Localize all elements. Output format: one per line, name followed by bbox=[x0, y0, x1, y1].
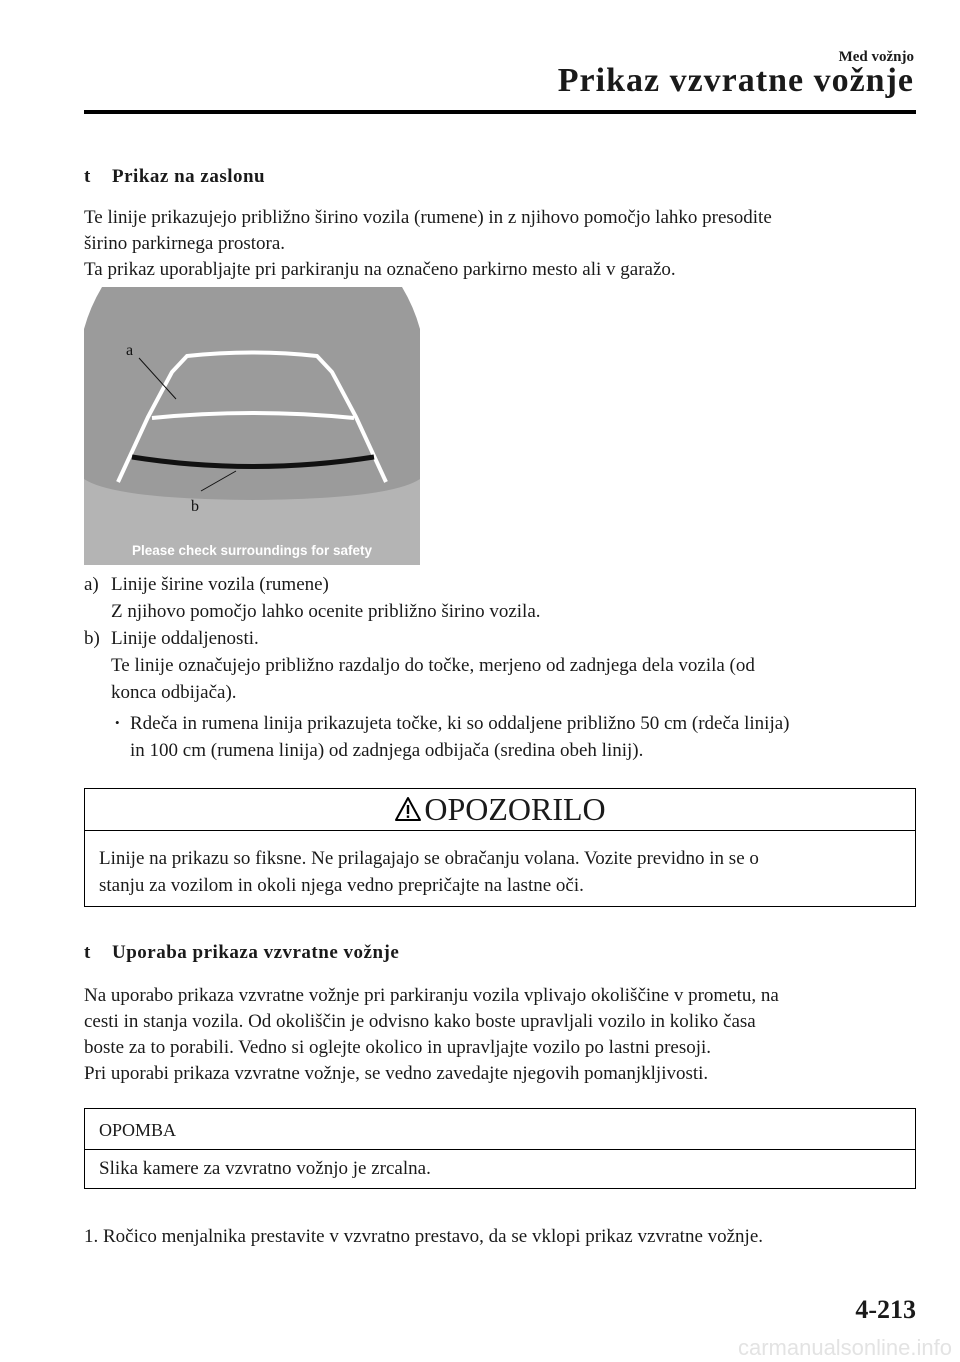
bullet-dot: • bbox=[115, 715, 120, 730]
usage-paragraph bbox=[84, 983, 916, 1087]
figure-legend bbox=[84, 571, 916, 764]
legend-bullet-item bbox=[84, 710, 916, 764]
legend-label-b: b) bbox=[84, 628, 100, 649]
warning-triangle-icon bbox=[394, 796, 422, 822]
section-heading-usage bbox=[84, 942, 399, 964]
figure-label-b: b bbox=[191, 498, 199, 515]
heading-bullet: t bbox=[84, 942, 91, 963]
section-heading-display bbox=[84, 166, 265, 188]
intro-line-3: Ta prikaz uporabljajte pri parkiranju na označeno parkirno mesto ali v garažo. bbox=[84, 259, 676, 280]
legend-desc-b-1: Te linije označujejo približno razdaljo do točke, merjeno od zadnjega dela vozila (od bbox=[111, 655, 755, 676]
note-title: OPOMBA bbox=[85, 1109, 915, 1150]
legend-bullet-line-1: Rdeča in rumena linija prikazujeta točke, ki so oddaljene približno 50 cm (rdeča linija) bbox=[130, 713, 790, 734]
rear-camera-display-figure bbox=[84, 287, 420, 565]
usage-line-1: Na uporabo prikaza vzvratne vožnje pri parkiranju vozila vplivajo okoliščine v prometu, na bbox=[84, 985, 779, 1006]
figure-label-a: a bbox=[126, 342, 134, 359]
warning-line-1: Linije na prikazu so fiksne. Ne prilagajajo se obračanju volana. Vozite previdno in se o bbox=[99, 848, 759, 869]
legend-label-a: a) bbox=[84, 574, 99, 595]
warning-line-2: stanju za vozilom in okoli njega vedno prepričajte na lastne oči. bbox=[99, 875, 584, 896]
intro-line-1: Te linije prikazujejo približno širino vozila (rumene) in z njihovo pomočjo lahko presodite bbox=[84, 207, 772, 228]
page-title: Prikaz vzvratne vožnje bbox=[557, 62, 914, 99]
usage-line-2: cesti in stanja vozila. Od okoliščin je odvisno kako boste upravljali vozilo in koliko časa bbox=[84, 1011, 756, 1032]
warning-body bbox=[85, 831, 915, 899]
warning-box bbox=[84, 788, 916, 907]
note-text: Slika kamere za vzvratno vožnjo je zrcalna. bbox=[99, 1158, 431, 1179]
intro-paragraph bbox=[84, 205, 916, 283]
page-number: 4-213 bbox=[855, 1295, 916, 1324]
legend-title-a: Linije širine vozila (rumene) bbox=[111, 574, 329, 595]
intro-line-2: širino parkirnega prostora. bbox=[84, 233, 286, 254]
heading-text: Uporaba prikaza vzvratne vožnje bbox=[112, 942, 400, 963]
legend-desc-a: Z njihovo pomočjo lahko ocenite približno širino vozila. bbox=[111, 601, 541, 622]
usage-line-4: Pri uporabi prikaza vzvratne vožnje, se vedno zavedajte njegovih pomanjkljivosti. bbox=[84, 1063, 709, 1084]
legend-title-b: Linije oddaljenosti. bbox=[111, 628, 259, 649]
safety-caption: Please check surroundings for safety bbox=[131, 543, 373, 558]
legend-item-a bbox=[84, 571, 916, 625]
heading-text: Prikaz na zaslonu bbox=[112, 166, 266, 187]
title-rule bbox=[84, 110, 916, 114]
warning-header bbox=[85, 789, 915, 831]
note-box bbox=[84, 1108, 916, 1189]
legend-desc-b-2: konca odbijača). bbox=[111, 682, 237, 703]
heading-bullet: t bbox=[84, 166, 91, 187]
usage-line-3: boste za to porabili. Vedno si oglejte okolico in upravljajte vozilo po lastni presoji. bbox=[84, 1037, 712, 1058]
legend-bullet-line-2: in 100 cm (rumena linija) od zadnjega odbijača (sredina obeh linij). bbox=[130, 740, 644, 761]
section-label: Med vožnjo bbox=[838, 49, 914, 65]
watermark: carmanualsonline.info bbox=[737, 1335, 952, 1360]
step-1: 1. Ročico menjalnika prestavite v vzvratno prestavo, da se vklopi prikaz vzvratne vožnje. bbox=[84, 1226, 764, 1247]
warning-title: OPOZORILO bbox=[424, 791, 606, 827]
legend-item-b bbox=[84, 625, 916, 706]
